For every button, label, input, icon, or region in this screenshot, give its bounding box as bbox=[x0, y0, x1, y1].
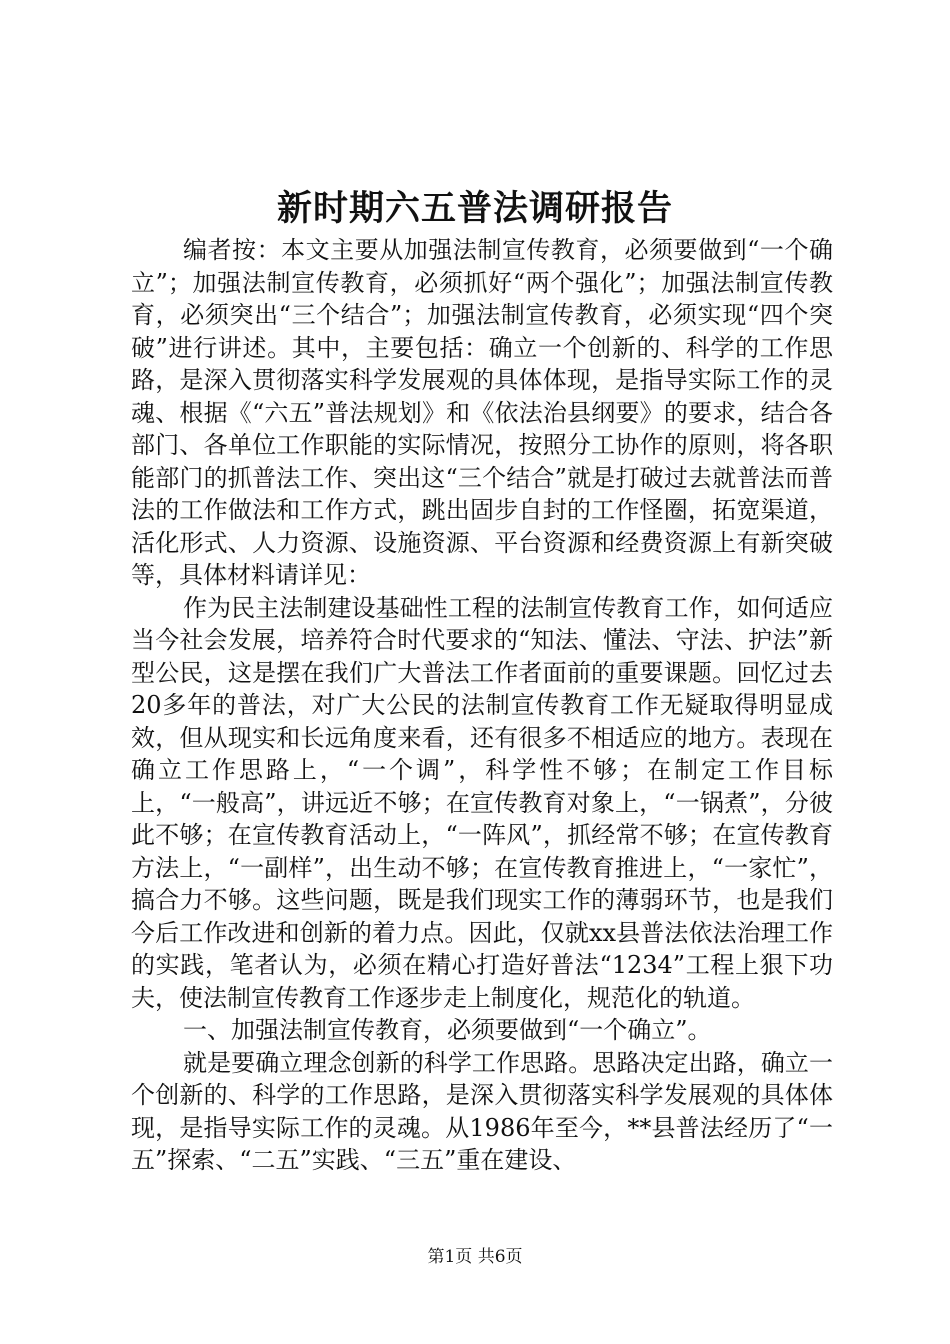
body-paragraph: 作为民主法制建设基础性工程的法制宣传教育工作，如何适应当今社会发展，培养符合时代要求的“知法、懂法、守法、护法”新型公民，这是摆在我们广大普法工作者面前的重要课题。回忆过去20多年的普法，对广大公民的法制宣传教育工作无疑取得明显成效，但从现实和长远角度来看，还有很多不相适应的地方。表现在确立工作思路上，“一个调”，科学性不够；在制定工作目标上，“一般高”，讲远近不够；在宣传教育对象上，“一锅煮”，分彼此不够；在宣传教育活动上，“一阵风”，抓经常不够；在宣传教育方法上，“一副样”，出生动不够；在宣传教育推进上，“一家忙”，搞合力不够。这些问题，既是我们现实工作的薄弱环节，也是我们今后工作改进和创新的着力点。因此，仅就xx县普法依法治理工作的实践，笔者认为，必须在精心打造好普法“1234”工程上狠下功夫，使法制宣传教育工作逐步走上制度化，规范化的轨道。 bbox=[131, 593, 833, 1012]
document-title: 新时期六五普法调研报告 bbox=[276, 188, 673, 229]
body-paragraph: 就是要确立理念创新的科学工作思路。思路决定出路，确立一个创新的、科学的工作思路，是深入贯彻落实科学发展观的具体体现，是指导实际工作的灵魂。从1986年至今，**县普法经历了“一五”探索、“二五”实践、“三五”重在建设、 bbox=[131, 1048, 833, 1174]
document-body bbox=[131, 234, 833, 1177]
editor-note-paragraph: 编者按：本文主要从加强法制宣传教育，必须要做到“一个确立”；加强法制宣传教育，必须抓好“两个强化”；加强法制宣传教育，必须突出“三个结合”；加强法制宣传教育，必须实现“四个突破”进行讲述。其中，主要包括：确立一个创新的、科学的工作思路，是深入贯彻落实科学发展观的具体体现，是指导实际工作的灵魂、根据《“六五”普法规划》和《依法治县纲要》的要求，结合各部门、各单位工作职能的实际情况，按照分工协作的原则，将各职能部门的抓普法工作、突出这“三个结合”就是打破过去就普法而普法的工作做法和工作方式，跳出固步自封的工作怪圈，拓宽渠道，活化形式、人力资源、设施资源、平台资源和经费资源上有新突破等，具体材料请详见： bbox=[131, 236, 833, 589]
page-number-footer: 第1页 共6页 bbox=[427, 1247, 523, 1267]
section-heading-paragraph: 一、加强法制宣传教育，必须要做到“一个确立”。 bbox=[183, 1016, 712, 1044]
